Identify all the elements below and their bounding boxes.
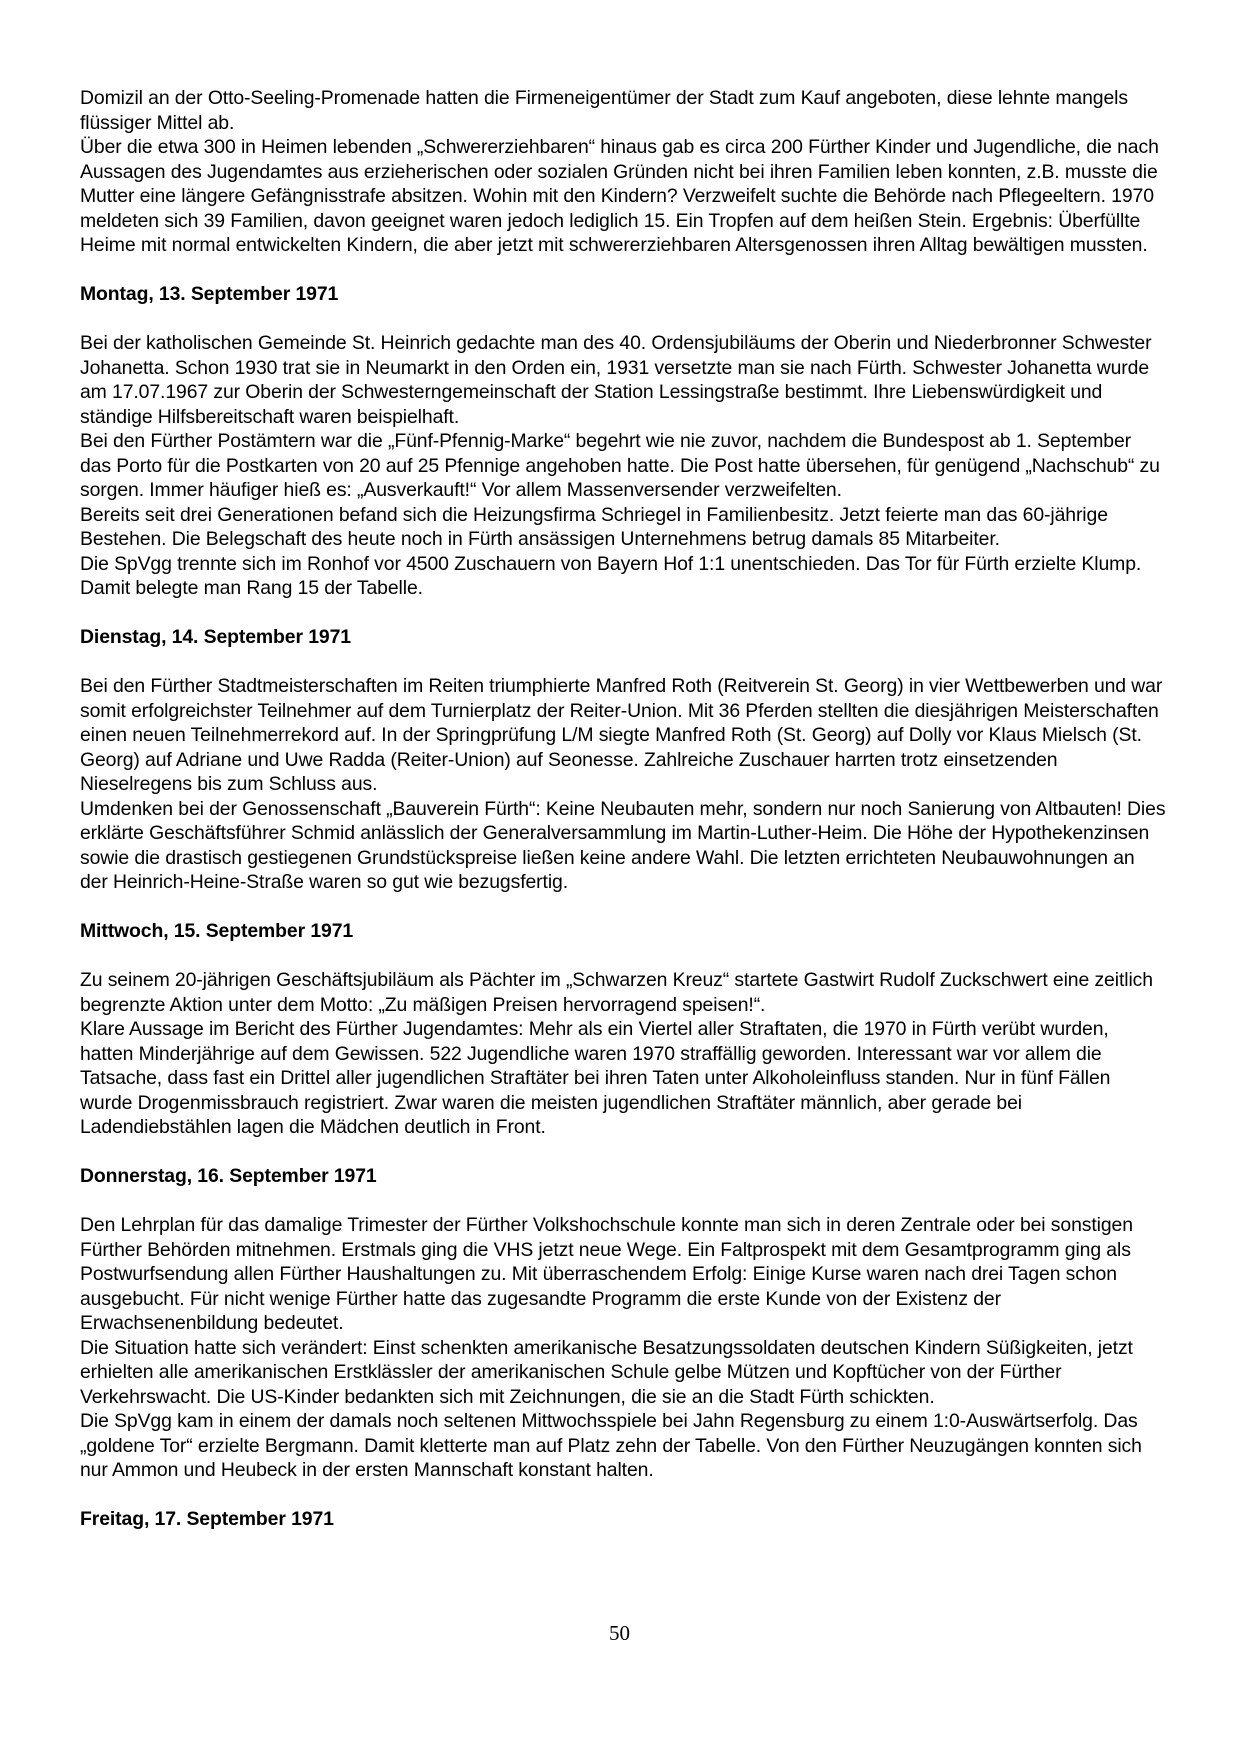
paragraph: Den Lehrplan für das damalige Trimester der Fürther Volkshochschule konnte man sich in deren Zentrale oder bei sonstigen Fürther Behörden mitnehmen. Erstmals ging die VHS jetzt neue Wege. Ein Faltprospekt mit dem Gesamtprogramm ging als Postwurfsendung allen Fürther Haushaltungen zu. Mit überraschendem Erfolg: Einige Kurse waren nach drei Tagen schon ausgebucht. Für nicht wenige Fürther hatte das zugesandte Programm die erste Kunde von der Existenz der Erwachsenenbildung bedeutet.: [80, 1214, 1133, 1334]
paragraph: Bei der katholischen Gemeinde St. Heinrich gedachte man des 40. Ordensjubiläums der Oberin und Niederbronner Schwester Johanetta. Schon 1930 trat sie in Neumarkt in den Orden ein, 1931 versetzte man sie nach Fürth. Schwester Johanetta wurde am 17.07.1967 zur Oberin der Schwesterngemeinschaft der Station Lessingstraße bestimmt. Ihre Liebenswürdigkeit und ständige Hilfsbereitschaft waren beispielhaft.: [80, 332, 1152, 428]
section-heading-dienstag: Dienstag, 14. September 1971: [80, 626, 351, 648]
page-number: 50: [609, 1621, 630, 1645]
paragraph: Bei den Fürther Stadtmeisterschaften im Reiten triumphierte Manfred Roth (Reitverein St. Georg) in vier Wettbewerben und war somit erfolgreichster Teilnehmer auf dem Turnierplatz der Reiter-Union. Mit 36 Pferden stellten die diesjährigen Meisterschaften einen neuen Teilnehmerrekord auf. In der Springprüfung L/M siegte Manfred Roth (St. Georg) auf Dolly vor Klaus Mielsch (St. Georg) auf Adriane und Uwe Radda (Reiter-Union) auf Seonesse. Zahlreiche Zuschauer harrten trotz einsetzenden Nieselregens bis zum Schluss aus.: [80, 675, 1163, 795]
paragraph: Zu seinem 20-jährigen Geschäftsjubiläum als Pächter im „Schwarzen Kreuz“ startete Gastwirt Rudolf Zuckschwert eine zeitlich begrenzte Aktion unter dem Motto: „Zu mäßigen Preisen hervorragend speisen!“.: [80, 969, 1153, 1016]
paragraph: Die SpVgg kam in einem der damals noch seltenen Mittwochsspiele bei Jahn Regensburg zu einem 1:0-Auswärtserfolg. Das „goldene Tor“ erzielte Bergmann. Damit kletterte man auf Platz zehn der Tabelle. Von den Fürther Neuzugängen konnten sich nur Ammon und Heubeck in der ersten Mannschaft konstant halten.: [80, 1410, 1142, 1481]
paragraph: Über die etwa 300 in Heimen lebenden „Schwererziehbaren“ hinaus gab es circa 200 Fürther Kinder und Jugendliche, die nach Aussagen des Jugendamtes aus erzieherischen oder sozialen Gründen nicht bei ihren Familien leben konnten, z.B. musste die Mutter eine längere Gefängnisstrafe absitzen. Wohin mit den Kindern? Verzweifelt suchte die Behörde nach Pflegeeltern. 1970 meldeten sich 39 Familien, davon geeignet waren jedoch lediglich 15. Ein Tropfen auf dem heißen Stein. Ergebnis: Überfüllte Heime mit normal entwickelten Kindern, die aber jetzt mit schwererziehbaren Altersgenossen ihren Alltag bewältigen mussten.: [80, 136, 1159, 256]
paragraph: Bereits seit drei Generationen befand sich die Heizungsfirma Schriegel in Familienbesitz. Jetzt feierte man das 60-jährige Bestehen. Die Belegschaft des heute noch in Fürth ansässigen Unternehmens betrug damals 85 Mitarbeiter.: [80, 503, 1108, 550]
paragraph: Die Situation hatte sich verändert: Einst schenkten amerikanische Besatzungssoldaten deutschen Kindern Süßigkeiten, jetzt erhielten alle amerikanischen Erstklässler der amerikanischen Schule gelbe Mützen und Kopftücher von der Fürther Verkehrswacht. Die US-Kinder bedankten sich mit Zeichnungen, die sie an die Stadt Fürth schickten.: [80, 1336, 1133, 1408]
paragraph: Domizil an der Otto-Seeling-Promenade hatten die Firmeneigentümer der Stadt zum Kauf angeboten, diese lehnte mangels flüssiger Mittel ab.: [80, 87, 1128, 134]
paragraph: Bei den Fürther Postämtern war die „Fünf-Pfennig-Marke“ begehrt wie nie zuvor, nachdem die Bundespost ab 1. September das Porto für die Postkarten von 20 auf 25 Pfennige angehoben hatte. Die Post hatte übersehen, für genügend „Nachschub“ zu sorgen. Immer häufiger hieß es: „Ausverkauft!“ Vor allem Massenversender verzweifelten.: [80, 430, 1160, 501]
section-heading-donnerstag: Donnerstag, 16. September 1971: [80, 1165, 377, 1187]
section-heading-mittwoch: Mittwoch, 15. September 1971: [80, 920, 354, 942]
section-heading-freitag: Freitag, 17. September 1971: [80, 1508, 334, 1530]
paragraph: Die SpVgg trennte sich im Ronhof vor 4500 Zuschauern von Bayern Hof 1:1 unentschieden. Das Tor für Fürth erzielte Klump. Damit belegte man Rang 15 der Tabelle.: [80, 552, 1142, 599]
section-heading-montag: Montag, 13. September 1971: [80, 283, 339, 305]
paragraph: Klare Aussage im Bericht des Fürther Jugendamtes: Mehr als ein Viertel aller Straftaten, die 1970 in Fürth verübt wurden, hatten Minderjährige auf dem Gewissen. 522 Jugendliche waren 1970 straffällig geworden. Interessant war vor allem die Tatsache, dass fast ein Drittel aller jugendlichen Straftäter bei ihren Taten unter Alkoholeinfluss standen. Nur in fünf Fällen wurde Drogenmissbrauch registriert. Zwar waren die meisten jugendlichen Straftäter männlich, aber gerade bei Ladendiebstählen lagen die Mädchen deutlich in Front.: [80, 1018, 1111, 1138]
page-content: [80, 86, 1166, 1556]
paragraph: Umdenken bei der Genossenschaft „Bauverein Fürth“: Keine Neubauten mehr, sondern nur noch Sanierung von Altbauten! Dies erklärte Geschäftsführer Schmid anlässlich der Generalversammlung im Martin-Luther-Heim. Die Höhe der Hypothekenzinsen sowie die drastisch gestiegenen Grundstückspreise ließen keine andere Wahl. Die letzten errichteten Neubauwohnungen an der Heinrich-Heine-Straße waren so gut wie bezugsfertig.: [80, 797, 1166, 893]
